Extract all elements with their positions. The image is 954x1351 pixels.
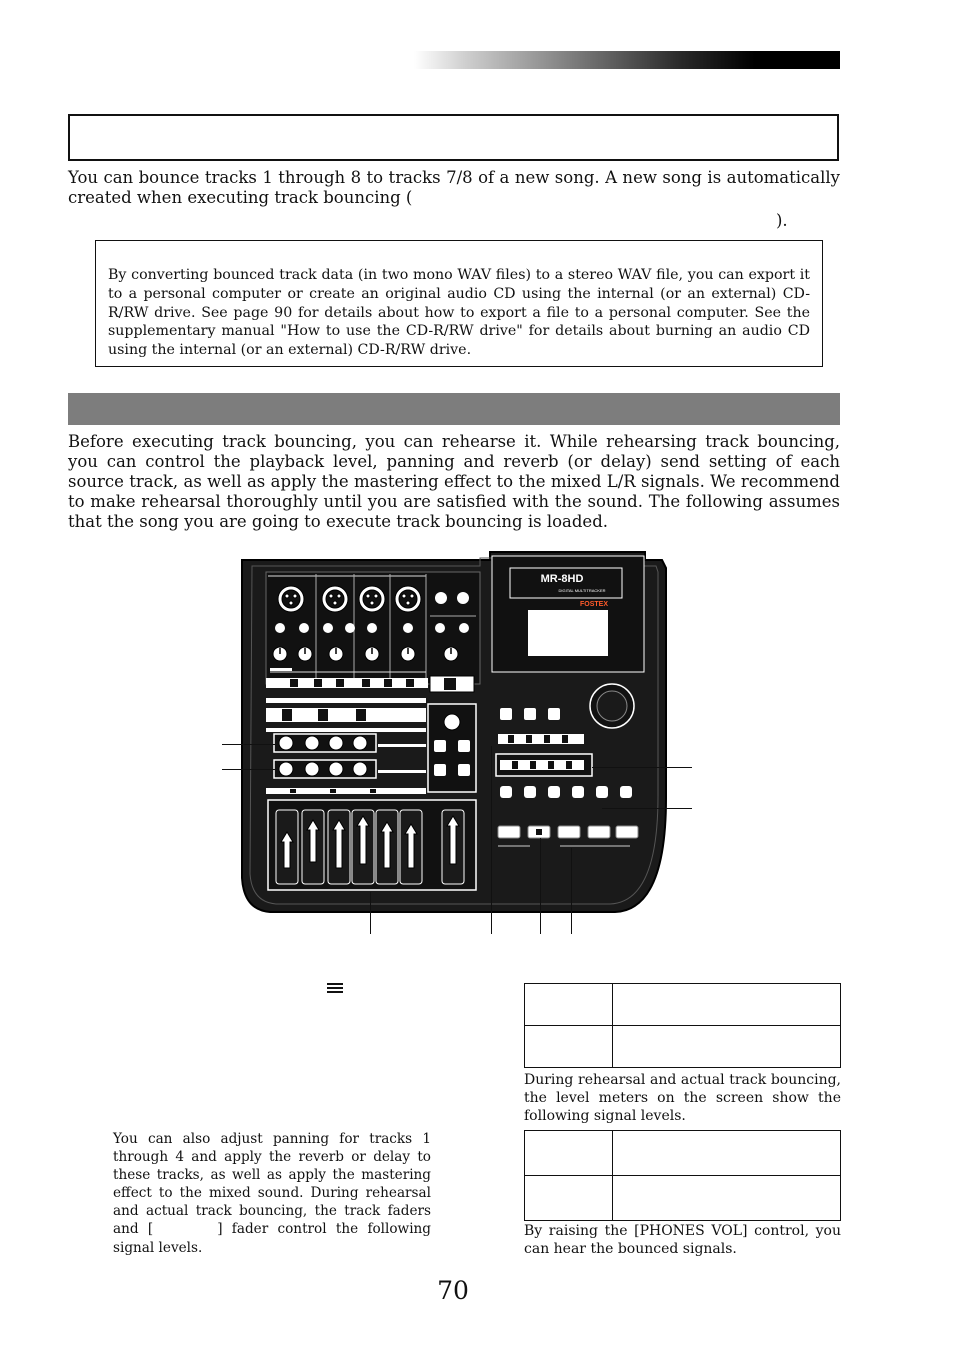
model-sublabel: DIGITAL MULTITRACKER	[558, 588, 606, 593]
left-note-text-after: ] fader control the following signal levels.	[113, 1221, 431, 1256]
lcd-screen	[528, 610, 608, 656]
callout-line-faders	[370, 892, 371, 934]
signal-table-meters	[524, 1130, 841, 1221]
table-row	[525, 1026, 841, 1068]
subsection-header-bar	[68, 393, 840, 425]
callout-line-aux1	[222, 744, 276, 745]
brand-label: FOSTEX	[579, 601, 609, 608]
table-row	[525, 1176, 841, 1221]
input-jack-2	[322, 586, 348, 612]
callout-line-aux2	[222, 769, 276, 770]
menu-list-icon	[327, 983, 343, 995]
table-row	[525, 1131, 841, 1176]
meter-paragraph: During rehearsal and actual track bouncing, the level meters on the screen show the following signal levels.	[524, 1072, 841, 1124]
section-title-box	[68, 114, 839, 161]
signal-table-faders	[524, 983, 841, 1068]
input-jack-3	[359, 586, 385, 612]
left-note-paragraph	[113, 1130, 431, 1257]
note-text: By converting bounced track data (in two mono WAV files) to a stereo WAV file, you can export it to a personal computer or create an original audio CD using the internal (or an external) CD-R/RW drive. See page 90 for details about how to export a file to a personal computer. See the supplementary manual "How to use the CD-R/RW drive" for details about burning an audio CD using the internal (or an external) CD-R/RW drive.	[108, 267, 810, 359]
rehearsal-paragraph: Before executing track bouncing, you can rehearse it. While rehearsing track bouncing, you can control the playback level, panning and reverb (or delay) send setting of each source track, as well as apply the mastering effect to the mixed L/R signals. We recommend to make rehearsal thoroughly until you are satisfied with the sound. The following assumes that the song you are going to execute track bouncing is loaded.	[68, 432, 840, 531]
input-jack-1	[278, 586, 304, 612]
page-number: 70	[437, 1276, 469, 1305]
header-gradient-bar	[414, 51, 840, 69]
left-note-text-before: You can also adjust panning for tracks 1 through 4 and apply the reverb or delay to these tracks, as well as apply the mastering effect to the mixed sound. During rehearsal and actual track bouncing, the track faders and [	[113, 1131, 431, 1238]
model-label: MR-8HD	[540, 573, 584, 585]
callout-line-master	[491, 746, 492, 934]
phones-paragraph: By raising the [PHONES VOL] control, you can hear the bounced signals.	[524, 1223, 841, 1257]
intro-paragraph-close: ).	[776, 211, 788, 230]
input-jack-4	[395, 586, 421, 612]
mixer-illustration	[230, 548, 680, 922]
callout-line-transport	[602, 808, 692, 809]
callout-line-play	[571, 848, 572, 934]
callout-line-stop	[540, 838, 541, 934]
callout-line-record-mode	[592, 767, 692, 768]
table-row	[525, 984, 841, 1026]
intro-paragraph: You can bounce tracks 1 through 8 to tracks 7/8 of a new song. A new song is automatically created when executing track bouncing (	[68, 168, 840, 207]
